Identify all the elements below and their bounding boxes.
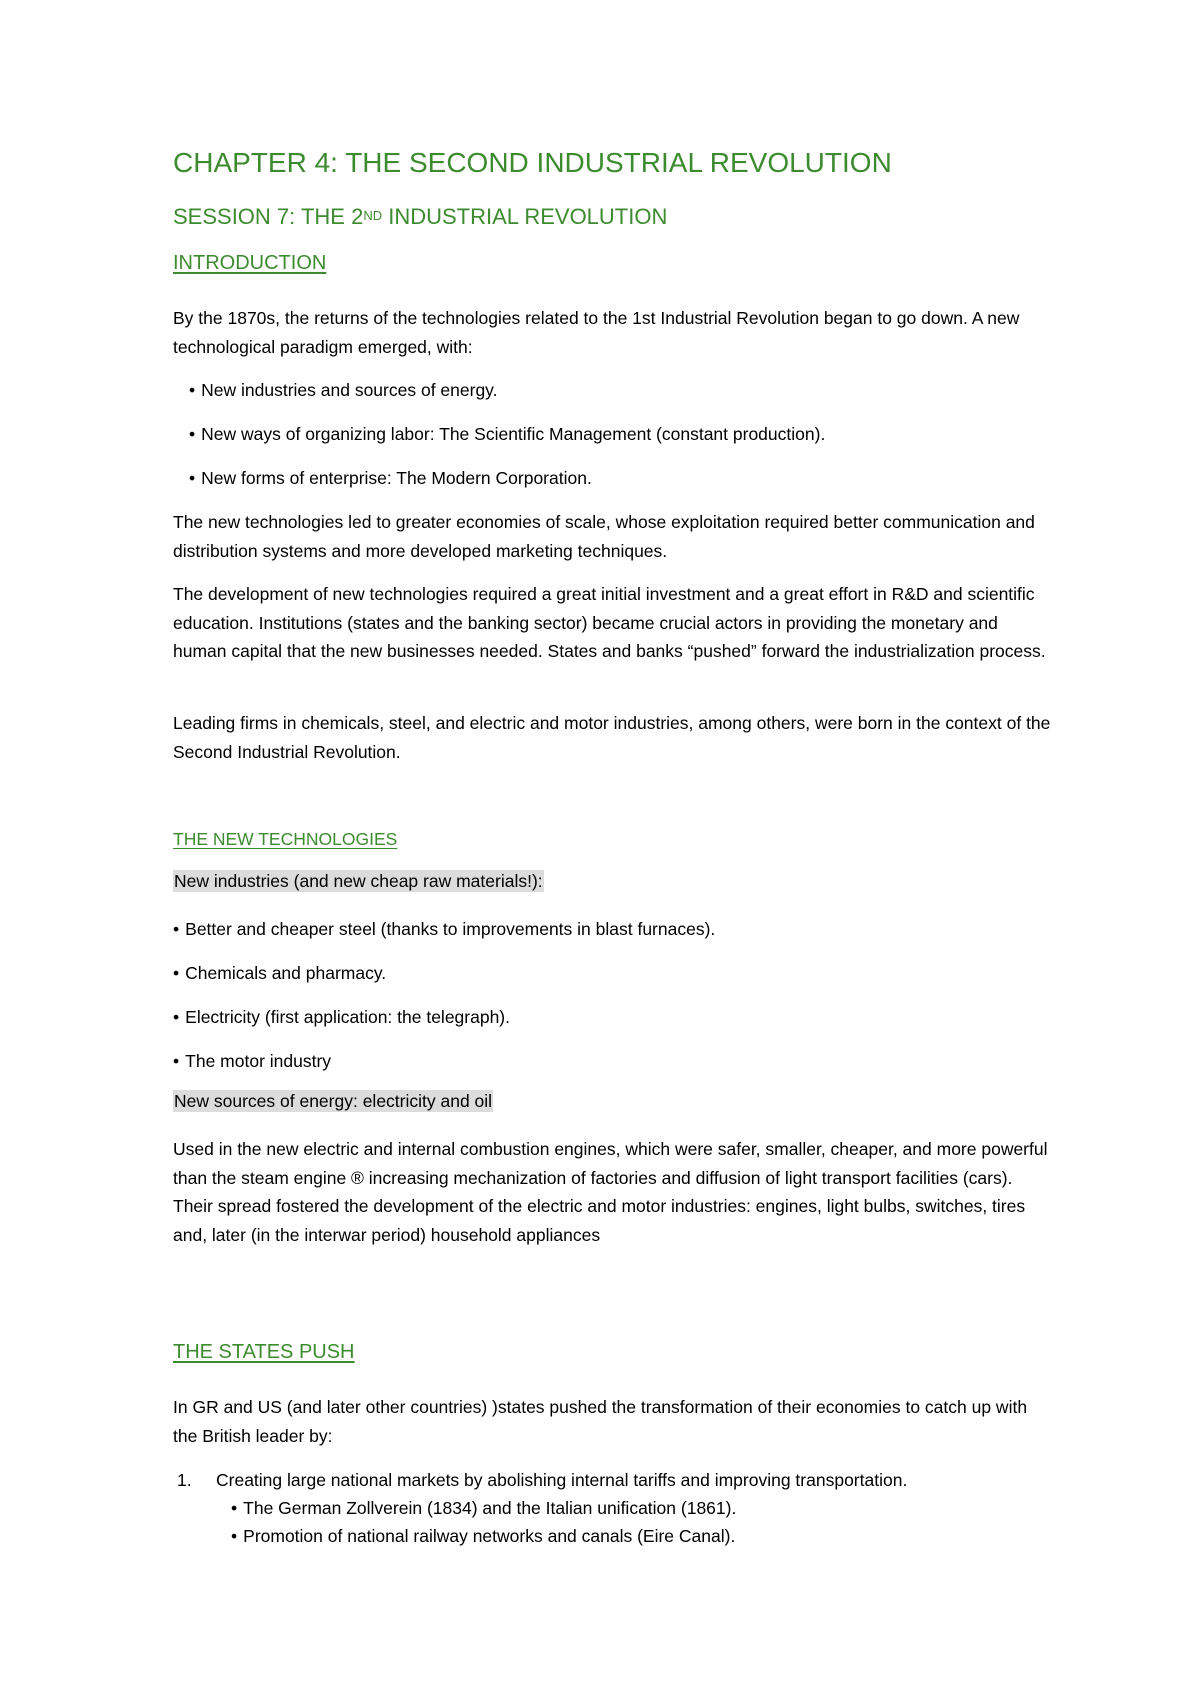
- intro-paragraph-3: The development of new technologies required a great initial investment and a great effort in R&D and scientific education. Institutions (states and the banking sector) became crucial actors in providing the monetary and human capital that the new businesses needed. States and banks “pushed” forward the industrialization process.: [173, 584, 1046, 661]
- intro-bullet-2: • New ways of organizing labor: The Scientific Management (constant production).: [189, 420, 1069, 449]
- intro-paragraph-1: By the 1870s, the returns of the technologies related to the 1st Industrial Revolution began to go down. A new technological paradigm emerged, with:: [173, 308, 1020, 357]
- energy-label: [173, 1091, 493, 1112]
- states-push-subbullet-2: • Promotion of national railway networks and canals (Eire Canal).: [231, 1522, 1111, 1551]
- intro-paragraph-2: The new technologies led to greater economies of scale, whose exploitation required better communication and distribution systems and more developed marketing techniques.: [173, 512, 1035, 561]
- industry-bullet-3: • Electricity (first application: the telegraph).: [173, 1003, 1053, 1032]
- energy-paragraph: Used in the new electric and internal combustion engines, which were safer, smaller, cheaper, and more powerful than the steam engine ® increasing mechanization of factories and diffusion of light transport facilities (cars). Their spread fostered the development of the electric and motor industries: engines, light bulbs, switches, tires and, later (in the interwar period) household appliances: [173, 1139, 1048, 1245]
- industry-bullet-2: • Chemicals and pharmacy.: [173, 959, 1053, 988]
- states-push-item-1: Creating large national markets by abolishing internal tariffs and improving transportation.: [216, 1470, 908, 1490]
- states-push-subbullet-1: • The German Zollverein (1834) and the Italian unification (1861).: [231, 1494, 1111, 1523]
- states-push-item-1-number: 1.: [177, 1470, 192, 1490]
- states-push-intro: In GR and US (and later other countries) )states pushed the transformation of their economies to catch up with the British leader by:: [173, 1397, 1028, 1446]
- energy-label-text: New sources of energy: electricity and oil: [174, 1091, 493, 1111]
- intro-bullet-1: • New industries and sources of energy.: [189, 376, 1069, 405]
- session-title-post: INDUSTRIAL REVOLUTION: [382, 204, 668, 229]
- intro-paragraph-4: Leading firms in chemicals, steel, and electric and motor industries, among others, were born in the context of the Second Industrial Revolution.: [173, 713, 1051, 762]
- session-title-superscript: ND: [363, 208, 383, 223]
- session-title: [173, 203, 667, 234]
- intro-bullet-3: • New forms of enterprise: The Modern Corporation.: [189, 464, 1069, 493]
- new-industries-label: [173, 871, 544, 892]
- industry-bullet-1: • Better and cheaper steel (thanks to improvements in blast furnaces).: [173, 915, 1053, 944]
- introduction-heading: INTRODUCTION: [173, 252, 327, 274]
- new-technologies-heading: THE NEW TECHNOLOGIES: [173, 829, 398, 849]
- industry-bullet-4: • The motor industry: [173, 1047, 1053, 1076]
- states-push-heading: THE STATES PUSH: [173, 1341, 355, 1363]
- chapter-title: CHAPTER 4: THE SECOND INDUSTRIAL REVOLUTION: [173, 147, 892, 178]
- session-title-pre: SESSION 7: THE 2: [173, 204, 364, 229]
- new-industries-label-text: New industries (and new cheap raw materials!):: [174, 871, 543, 891]
